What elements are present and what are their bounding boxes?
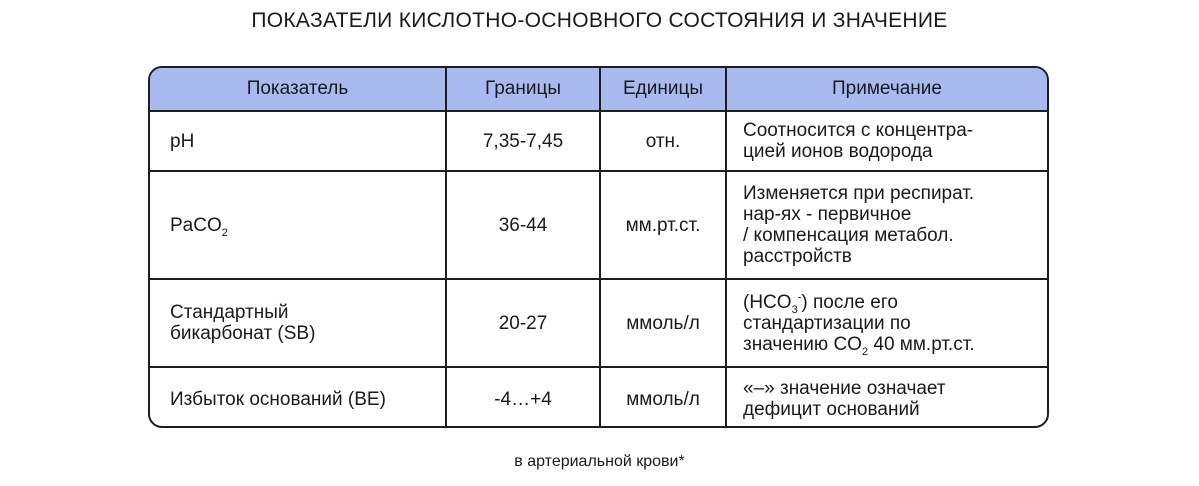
note-cell: Изменяется при респират. нар-ях - первичное / компенсация метабол. расстройств [726,171,1047,279]
acid-base-table [148,66,1049,428]
subscript: 3 [791,303,798,316]
table-row [150,111,1047,171]
note-text: (HCO [743,291,792,313]
range-cell: 7,35-7,45 [446,111,600,171]
range-cell: -4…+4 [446,367,600,428]
units-cell: мм.рт.ст. [600,171,726,279]
indicator-cell: pH [150,111,446,171]
subscript: 2 [221,226,228,239]
note-text: 40 мм.рт.ст. [868,333,975,355]
indicator-cell: Избыток оснований (BE) [150,367,446,428]
indicator-text: PaCO [170,214,222,236]
header-units: Единицы [600,68,726,111]
table-row [150,171,1047,279]
footnote: в артериальной крови* [514,453,685,470]
indicator-cell: Стандартный бикарбонат (SB) [150,279,446,367]
indicator-cell [150,171,446,279]
table-header-row [150,68,1047,111]
indicators-table [150,68,1047,428]
note-text: ) после его стандартизации по значению CO [743,291,911,355]
subscript: 2 [861,345,869,358]
header-range: Границы [446,68,600,111]
header-note: Примечание [726,68,1047,111]
range-cell: 36-44 [446,171,600,279]
superscript: - [797,291,802,304]
table-row [150,367,1047,428]
range-cell: 20-27 [446,279,600,367]
note-cell: «–» значение означает дефицит оснований [743,378,946,420]
header-indicator: Показатель [150,68,446,111]
units-cell: ммоль/л [600,279,726,367]
page-title: ПОКАЗАТЕЛИ КИСЛОТНО-ОСНОВНОГО СОСТОЯНИЯ И ЗНАЧЕНИЕ [251,9,948,32]
units-cell: отн. [600,111,726,171]
units-cell: ммоль/л [600,367,726,428]
table-row [150,279,1047,367]
note-cell [726,279,1047,367]
note-cell: Соотносится с концентра- цией ионов водорода [726,111,1047,171]
